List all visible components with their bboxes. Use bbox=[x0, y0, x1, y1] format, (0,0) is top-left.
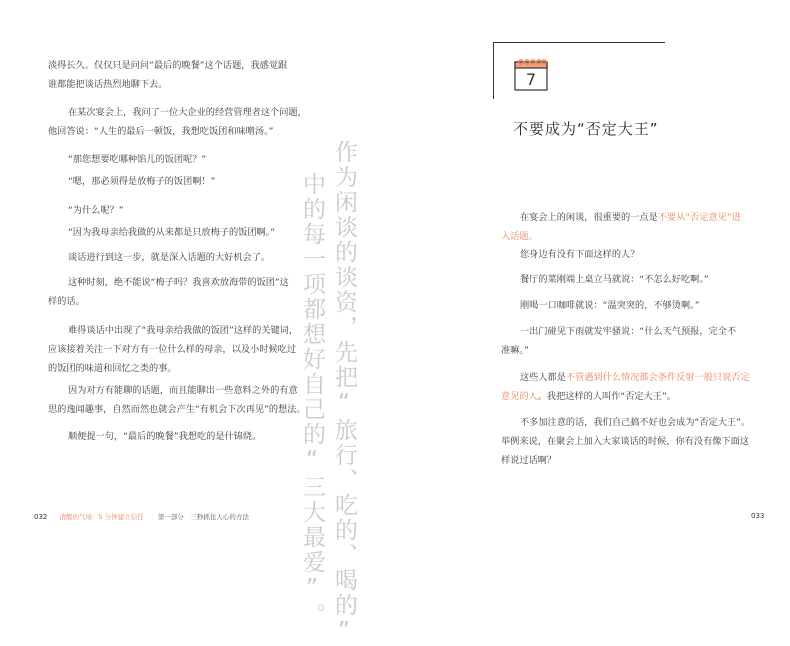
text-line bbox=[48, 340, 298, 359]
text-line bbox=[501, 322, 736, 341]
text-line bbox=[48, 427, 261, 446]
text-line bbox=[501, 341, 736, 360]
text-segment: 淡得长久。仅仅只是问问“最后的晚餐”这个话题，我感觉跟 bbox=[48, 60, 288, 71]
text-segment: 应该接着关注一下对方有一位什么样的母亲，以及小时候吃过 bbox=[48, 344, 297, 355]
paragraph bbox=[48, 150, 206, 169]
text-line bbox=[501, 245, 639, 264]
highlighted-text: 不要从“否定意见”进 bbox=[657, 212, 741, 223]
paragraph bbox=[501, 368, 750, 406]
paragraph bbox=[48, 321, 298, 378]
highlighted-text: 意见的人 bbox=[501, 391, 538, 402]
part-title: 第一部分 三秒抓住人心的方法 bbox=[157, 513, 249, 521]
text-segment: 。我把这样的人叫作“否定大王”。 bbox=[537, 391, 676, 402]
text-segment: 刚喝一口咖啡就说：“温突突的，不够烫啊。” bbox=[520, 300, 700, 311]
text-line bbox=[48, 321, 298, 340]
header-rule bbox=[493, 42, 665, 43]
text-segment: 样的话。 bbox=[48, 296, 85, 307]
paragraph bbox=[48, 273, 289, 311]
paragraph bbox=[501, 270, 709, 289]
left-footer bbox=[34, 512, 249, 521]
paragraph bbox=[501, 413, 750, 470]
text-line bbox=[501, 208, 741, 227]
text-segment: 的饭团的味道和回忆之类的事。 bbox=[48, 363, 177, 374]
text-line bbox=[501, 413, 750, 432]
text-line bbox=[501, 296, 699, 315]
calendar-icon bbox=[513, 56, 549, 92]
pull-quote-column-2: 中的每一项都想好自己的“三大最爱”。 bbox=[299, 172, 325, 628]
page-number: 032 bbox=[34, 513, 48, 521]
text-line bbox=[48, 103, 307, 122]
text-segment: 在某次宴会上，我问了一位大企业的经营管理者这个问题， bbox=[68, 107, 307, 118]
text-segment: 举例来说，在聚会上加入大家谈话的时候，你有没有像下面这 bbox=[501, 436, 750, 447]
chapter-title: 不要成为“否定大王” bbox=[513, 120, 659, 138]
text-segment: 餐厅的菜刚端上桌立马就说：“不怎么好吃啊。” bbox=[520, 274, 709, 285]
chapter-number: 7 bbox=[525, 70, 537, 89]
text-line bbox=[48, 359, 298, 378]
paragraph bbox=[48, 201, 123, 220]
text-segment: 不多加注意的话，我们自己搞不好也会成为“否定大王”。 bbox=[520, 417, 751, 428]
paragraph bbox=[501, 245, 639, 264]
text-segment: “因为我母亲给我做的从来都是只放梅子的饭团啊。” bbox=[68, 227, 276, 238]
text-line bbox=[501, 451, 750, 470]
text-segment: 一出门碰见下雨就发牢骚说：“什么天气预报，完全不 bbox=[520, 326, 737, 337]
text-line bbox=[48, 400, 306, 419]
text-segment: 难得谈话中出现了“我母亲给我做的饭团”这样的关键词， bbox=[68, 325, 299, 336]
page-number: 033 bbox=[751, 512, 765, 520]
text-segment: “那您想要吃哪种馅儿的饭团呢？” bbox=[68, 154, 207, 165]
paragraph bbox=[501, 208, 741, 246]
book-title: 清醒的气场：5 分钟建立信任 bbox=[59, 513, 144, 521]
paragraph bbox=[48, 103, 307, 141]
text-segment: 在宴会上的闲谈，很重要的一点是 bbox=[520, 212, 658, 223]
text-segment: 样说过话啊？ bbox=[501, 455, 557, 466]
text-line bbox=[48, 150, 206, 169]
text-line bbox=[48, 56, 287, 75]
header-vertical-rule bbox=[493, 42, 494, 99]
text-line bbox=[48, 223, 275, 242]
paragraph bbox=[48, 172, 215, 191]
text-segment: 准嘛。” bbox=[501, 345, 529, 356]
text-line bbox=[48, 248, 270, 267]
text-line bbox=[48, 75, 287, 94]
text-line bbox=[48, 273, 289, 292]
text-segment: 您身边有没有下面这样的人？ bbox=[520, 249, 640, 260]
text-line bbox=[501, 270, 709, 289]
text-line bbox=[501, 387, 750, 406]
text-segment: 谈话进行到这一步，就是深入话题的大好机会了。 bbox=[68, 252, 271, 263]
paragraph bbox=[48, 248, 270, 267]
text-segment: “嗯，那必须得是放梅子的饭团啊！” bbox=[68, 176, 216, 187]
paragraph bbox=[48, 427, 261, 446]
text-segment: 这种时刻，绝不能说“梅子吗？我喜欢放海带的饭团”这 bbox=[68, 277, 289, 288]
text-line bbox=[48, 201, 123, 220]
highlighted-text: 入话题。 bbox=[501, 231, 538, 242]
text-segment: 顺便提一句，“最后的晚餐”我想吃的是什锦烧。 bbox=[68, 431, 262, 442]
text-line bbox=[48, 292, 289, 311]
text-segment: 这些人都是 bbox=[520, 372, 566, 383]
text-line bbox=[48, 381, 306, 400]
text-line bbox=[501, 368, 750, 387]
paragraph bbox=[501, 322, 736, 360]
text-segment: 谁都能把谈话热烈地聊下去。 bbox=[48, 79, 168, 90]
paragraph bbox=[48, 381, 306, 419]
right-page bbox=[395, 0, 790, 554]
highlighted-text: 不管遇到什么情况都会条件反射一般只说否定 bbox=[565, 372, 750, 383]
text-segment: 因为对方有能聊的话题，而且能聊出一些意料之外的有意 bbox=[68, 385, 298, 396]
text-line bbox=[501, 227, 741, 246]
pull-quote-column-1: 作为闲谈的谈资，先把“旅行、吃的、喝的” bbox=[331, 140, 357, 646]
right-footer bbox=[751, 512, 764, 520]
text-line bbox=[501, 432, 750, 451]
paragraph bbox=[501, 296, 699, 315]
paragraph bbox=[48, 56, 287, 94]
text-segment: 思的逸闻趣事，自然而然也就会产生“有机会下次再见”的想法。 bbox=[48, 404, 306, 415]
text-line bbox=[48, 172, 215, 191]
text-segment: 他回答说：“人生的最后一顿饭，我想吃饭团和味噌汤。” bbox=[48, 126, 274, 137]
text-line bbox=[48, 122, 307, 141]
paragraph bbox=[48, 223, 275, 242]
text-segment: “为什么呢？” bbox=[68, 205, 124, 216]
